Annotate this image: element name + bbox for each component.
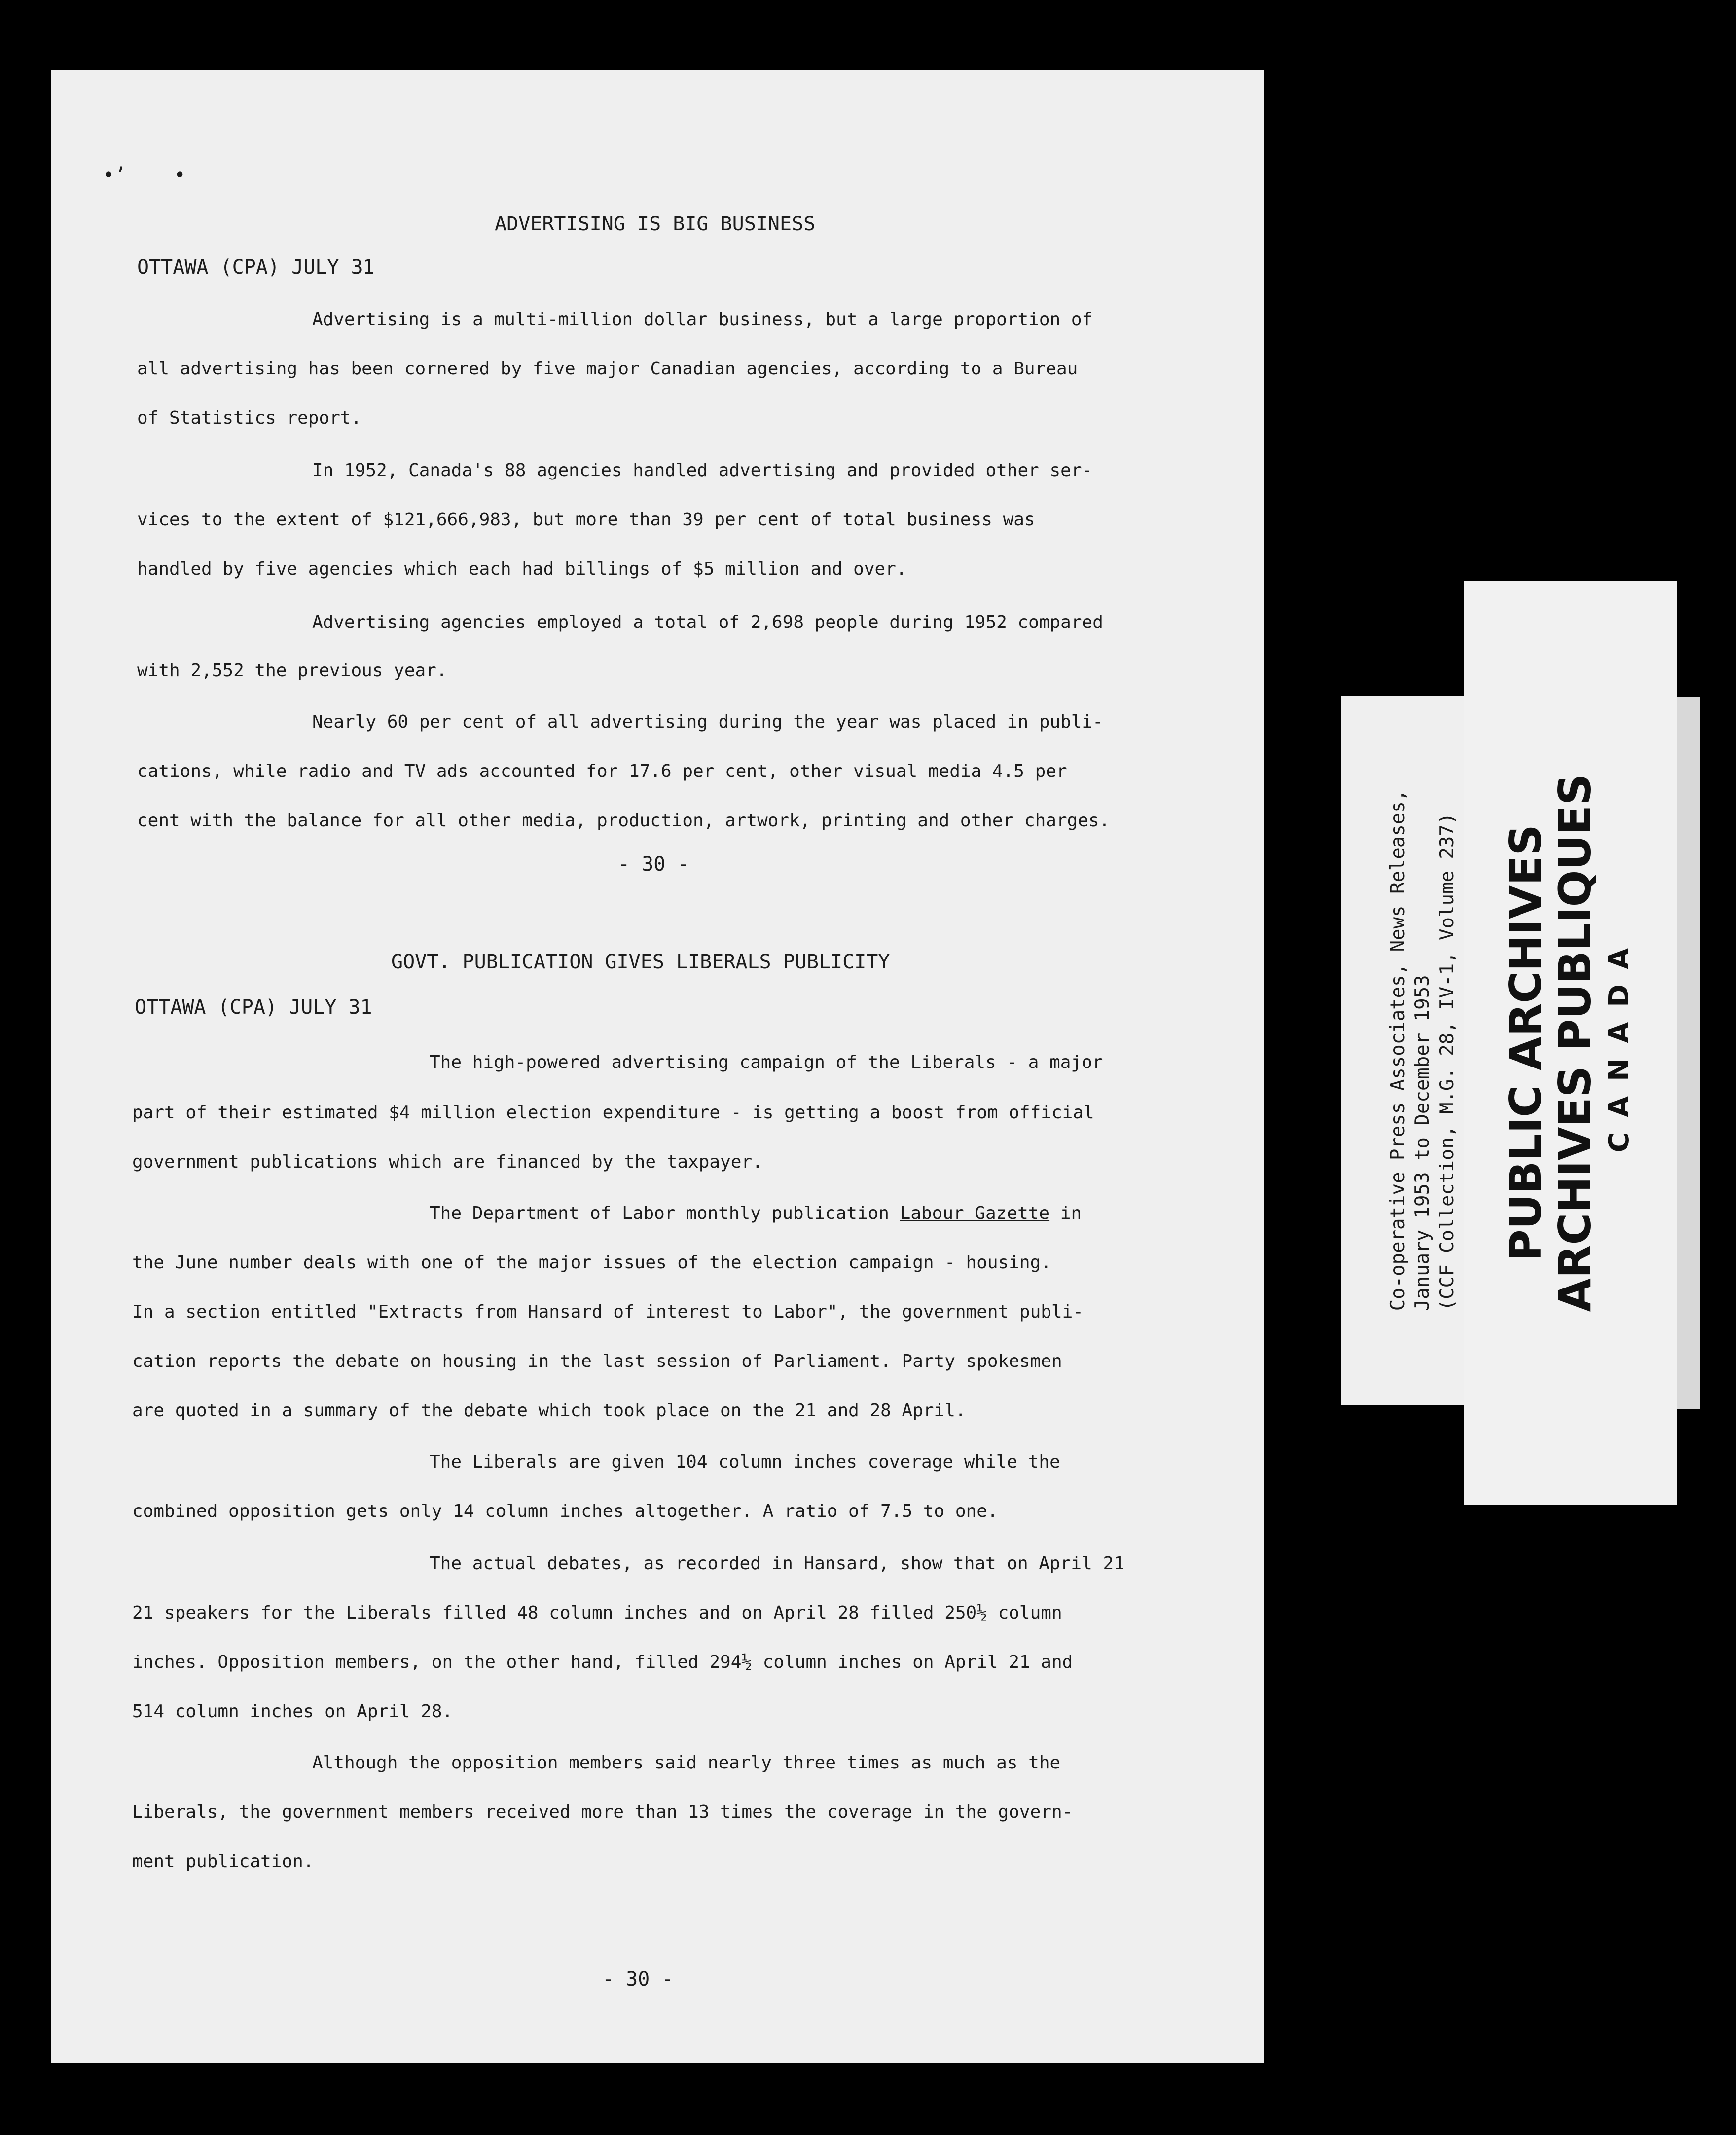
citation-line-3: (CCF Collection, M.G. 28, IV-1, Volume 237)	[1436, 812, 1458, 1311]
archives-card-line-2: ARCHIVES PUBLIQUES	[1550, 773, 1600, 1312]
release2-line: the June number deals with one of the major issues of the election campaign - housing.	[132, 1252, 1051, 1273]
release2-line: Liberals, the government members received more than 13 times the coverage in the govern-	[132, 1802, 1073, 1822]
release2-line: The actual debates, as recorded in Hansard, show that on April 21	[430, 1553, 1124, 1574]
release2-line: combined opposition gets only 14 column inches altogether. A ratio of 7.5 to one.	[132, 1501, 998, 1521]
release2-line: The Liberals are given 104 column inches coverage while the	[430, 1452, 1060, 1472]
release1-line: In 1952, Canada's 88 agencies handled advertising and provided other ser-	[312, 460, 1093, 480]
archives-card-line-1: PUBLIC ARCHIVES	[1500, 824, 1551, 1261]
release2-line: ment publication.	[132, 1851, 314, 1872]
document-page	[51, 70, 1264, 2063]
release2-end-mark: - 30 -	[602, 1968, 674, 1990]
release2-line: part of their estimated $4 million election expenditure - is getting a boost from official	[132, 1103, 1094, 1123]
ink-specks: •’ •	[103, 164, 186, 186]
release1-line: with 2,552 the previous year.	[137, 661, 447, 681]
release2-line: 21 speakers for the Liberals filled 48 column inches and on April 28 filled 250½ column	[132, 1603, 1062, 1623]
citation-line-2: January 1953 to December 1953	[1411, 975, 1434, 1311]
release1-line: vices to the extent of $121,666,983, but more than 39 per cent of total business was	[137, 510, 1035, 530]
release2-line: government publications which are financed by the taxpayer.	[132, 1152, 763, 1172]
release1-title: ADVERTISING IS BIG BUSINESS	[495, 213, 816, 235]
release2-line: In a section entitled "Extracts from Hansard of interest to Labor", the government publi-	[132, 1302, 1084, 1322]
release1-line: Advertising is a multi-million dollar business, but a large proportion of	[312, 309, 1093, 330]
release2-title: GOVT. PUBLICATION GIVES LIBERALS PUBLICITY	[391, 951, 890, 973]
release1-dateline: OTTAWA (CPA) JULY 31	[137, 256, 375, 279]
archives-card	[1464, 581, 1677, 1505]
release1-line: of Statistics report.	[137, 408, 362, 428]
release2-dateline: OTTAWA (CPA) JULY 31	[135, 996, 372, 1019]
release2-gazette-line	[430, 1203, 1082, 1224]
archives-card-text	[1501, 774, 1639, 1312]
gazette-line-lead: The Department of Labor monthly publication	[430, 1203, 900, 1223]
release2-line: inches. Opposition members, on the other hand, filled 294½ column inches on April 21 and	[132, 1652, 1073, 1672]
release1-line: Nearly 60 per cent of all advertising during the year was placed in publi-	[312, 712, 1103, 732]
release1-line: all advertising has been cornered by five major Canadian agencies, according to a Bureau	[137, 359, 1078, 379]
release1-line: cations, while radio and TV ads accounted for 17.6 per cent, other visual media 4.5 per	[137, 761, 1067, 781]
labour-gazette-title: Labour Gazette	[900, 1203, 1050, 1223]
release1-end-mark: - 30 -	[618, 853, 689, 876]
release2-line: 514 column inches on April 28.	[132, 1701, 453, 1722]
release2-line: cation reports the debate on housing in the last session of Parliament. Party spokesmen	[132, 1351, 1062, 1371]
release2-line: The high-powered advertising campaign of the Liberals - a major	[430, 1052, 1103, 1072]
archives-card-line-3: CANADA	[1603, 933, 1635, 1153]
release2-line: Although the opposition members said nearly three times as much as the	[312, 1753, 1061, 1773]
release2-line: are quoted in a summary of the debate which took place on the 21 and 28 April.	[132, 1400, 966, 1421]
citation-text	[1386, 790, 1460, 1311]
release1-line: Advertising agencies employed a total of 2,698 people during 1952 compared	[312, 612, 1103, 632]
gazette-line-tail: in	[1049, 1203, 1082, 1223]
release1-line: handled by five agencies which each had billings of $5 million and over.	[137, 559, 907, 579]
release1-line: cent with the balance for all other media, production, artwork, printing and other charges.	[137, 810, 1110, 831]
citation-line-1: Co-operative Press Associates, News Releases,	[1387, 789, 1409, 1311]
